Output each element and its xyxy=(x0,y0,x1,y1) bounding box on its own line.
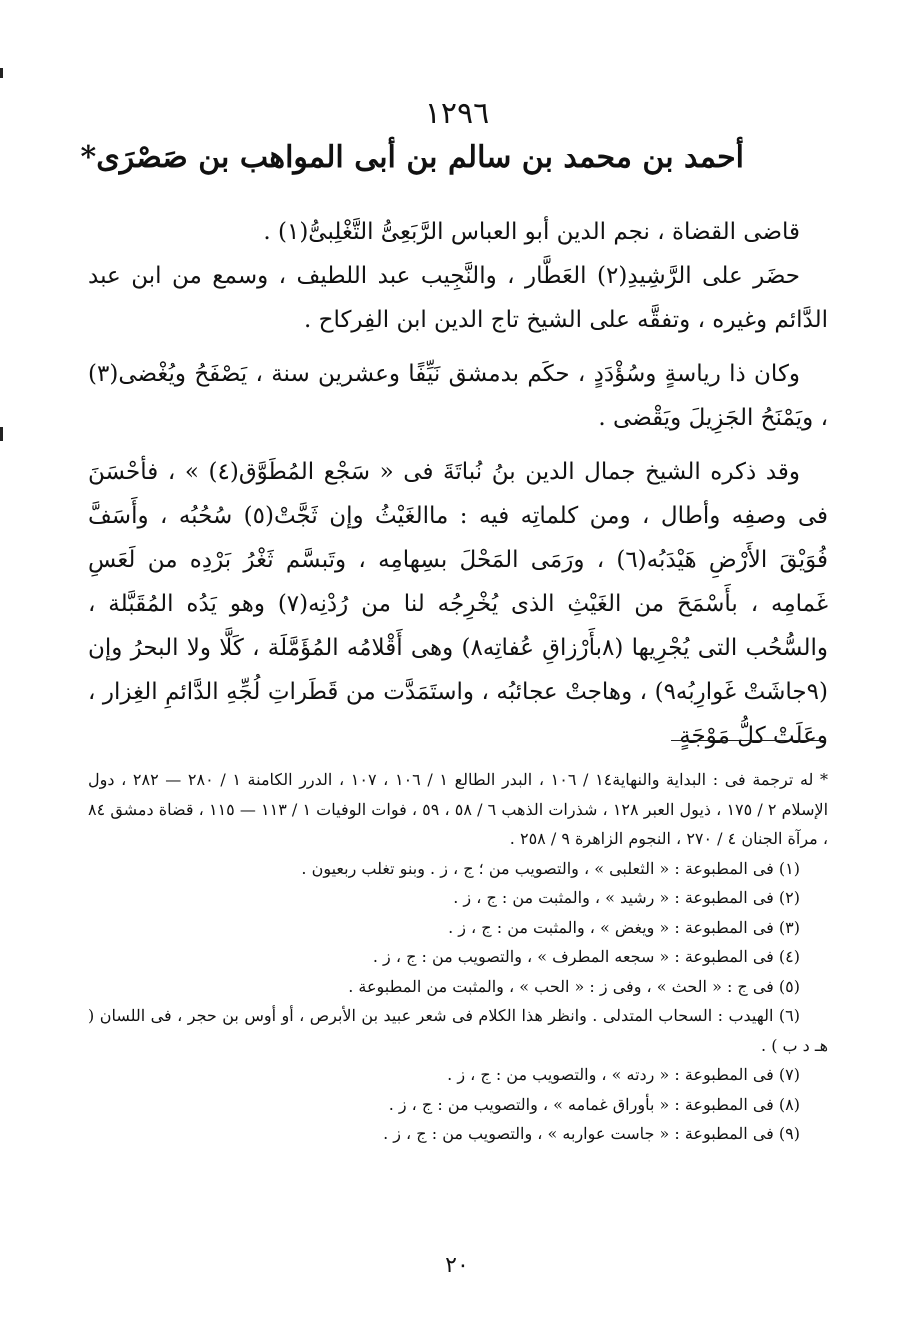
footnote: (٤) فى المطبوعة : « سجعه المطرف » ، والتصويب من : ج ، ز . xyxy=(372,947,800,966)
footnote: (٧) فى المطبوعة : « ردته » ، والتصويب من : ج ، ز . xyxy=(447,1065,800,1084)
left-edge-mark xyxy=(0,427,3,441)
footnote: (٢) فى المطبوعة : « رشيد » ، والمثبت من : ج ، ز . xyxy=(453,888,800,907)
entry-number: ١٢٩٦ xyxy=(424,96,490,131)
entry-title: أحمد بن محمد بن سالم بن أبى المواهب بن صَصْرَى* xyxy=(80,140,744,175)
footnote: (٨) فى المطبوعة : « بأوراق غمامه » ، والتصويب من : ج ، ز . xyxy=(388,1094,800,1114)
paragraph: قاضى القضاة ، نجم الدين أبو العباس الرَّبَعِىُّ التَّغْلِبىُّ(١) . xyxy=(263,219,800,245)
footnote: (١) فى المطبوعة : « الثعلبى » ، والتصويب من ؛ ج ، ز . وبنو تغلب ربعيون . xyxy=(301,858,800,878)
footnote: (٩) فى المطبوعة : « جاست عواربه » ، والتصويب من : ج ، ز . xyxy=(383,1124,800,1143)
paragraph: وكان ذا رياسةٍ وسُؤْدَدٍ ، حكَم بدمشق نَيِّفًا وعشرين سنة ، يَصْفَحُ ويُغْضى(٣) ، ويَمْنَحُ الجَزِيلَ ويَقْضى . xyxy=(88,361,828,431)
left-edge-mark xyxy=(0,68,3,78)
page-number: ٢٠ xyxy=(445,1253,469,1278)
footnotes xyxy=(88,765,828,1149)
footnote: (٥) فى ج : « الحث » ، وفى ز : « الحب » ، والمثبت من المطبوعة . xyxy=(348,976,800,996)
footnote-separator xyxy=(671,740,826,741)
paragraph: وقد ذكره الشيخ جمال الدين بنُ نُباتَةَ فى « سَجْع المُطَوَّق(٤) » ، فأحْسَنَ فى وصفِه وأطال ، ومن كلماتِه فيه : ماالغَيْثُ وإن ثَجَّتْ(٥) سُحُبُه ، وأَسَفَّ فُوَيْقَ الأَرْضِ هَيْدَبُه(٦) ، ورَمَى المَحْلَ بسِهامِه ، وتَبسَّم ثَغْرُ بَرْدِه من لَعَسِ غَمامِه ، بأَسْمَحَ من الغَيْثِ الذى يُخْرِجُه لنا من رُدْنِه(٧) وهو يَدُه المُقَبَّلة ، والسُّحُب التى يُجْرِيها (٨بأَرْزاقِ عُفاتِه٨) وهى أَقْلامُه المُؤَمَّلَة ، كَلَّا ولا البحرُ وإن (٩جاشَتْ غَوارِبُه٩) ، وهاجتْ عجائبُه ، واستَمَدَّت من قَطَراتِ لُجِّهِ الدَّائمِ الغِزار ، وعَلَتْ كلُّ مَوْجَةٍ xyxy=(88,459,829,749)
footnote: (٣) فى المطبوعة : « ويغض » ، والمثبت من : ج ، ز . xyxy=(448,917,800,937)
footnote-source: * له ترجمة فى : البداية والنهاية١٤ / ١٠٦ ، البدر الطالع ١ / ١٠٦ ، ١٠٧ ، الدرر الكامنة ١ / ٢٨٠ — ٢٨٢ ، دول الإسلام ٢ / ١٧٥ ، ذيول العبر ١٢٨ ، شذرات الذهب ٦ / ٥٨ ، ٥٩ ، فوات الوفيات ١ / ١١٣ — ١١٥ ، قضاة دمشق ٨٤ ، مرآة الجنان ٤ / ٢٧٠ ، النجوم الزاهرة ٩ / ٢٥٨ . xyxy=(88,770,829,848)
body-text xyxy=(88,210,828,768)
paragraph: حضَر على الرَّشِيدِ(٢) العَطَّار ، والنَّجِيب عبد اللطيف ، وسمع من ابن عبد الدَّائم وغيره ، وتفقَّه على الشيخ تاج الدين ابن الفِركاح . xyxy=(88,263,828,333)
footnote: (٦) الهيدب : السحاب المتدلى . وانظر هذا الكلام فى شعر عبيد بن الأبرص ، أو أوس بن حجر ، فى اللسان ( هـ د ب ) . xyxy=(88,1006,828,1055)
